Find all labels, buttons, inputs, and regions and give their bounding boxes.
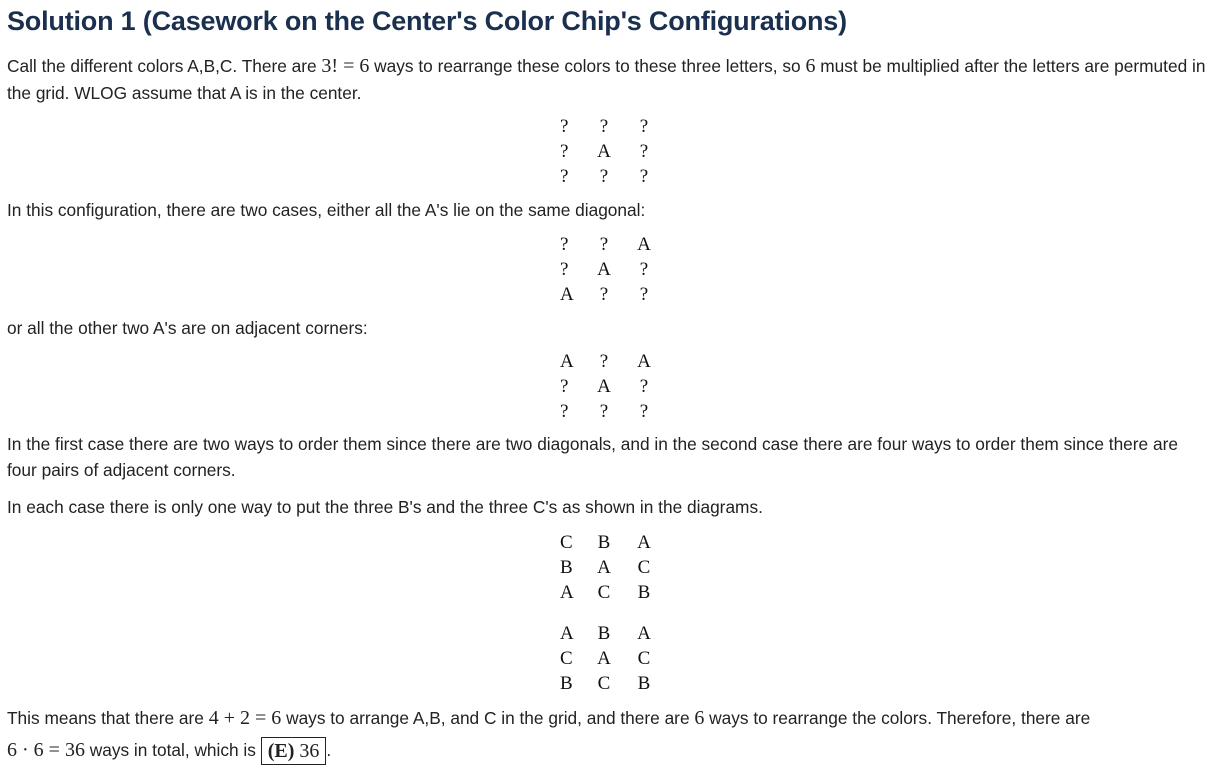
grid-row	[560, 580, 672, 605]
grid-row	[560, 530, 672, 555]
math-sum: 4 + 2 = 6	[208, 707, 282, 729]
grid-row	[560, 555, 672, 580]
grid-cell: B	[597, 532, 611, 553]
grid-solution-adjacent	[560, 621, 672, 696]
math-six-colors: 6	[694, 707, 705, 729]
grid-row	[560, 257, 672, 282]
intro-text-2: ways to rearrange these colors to these three letters, so	[369, 56, 806, 76]
grid-cell: A	[560, 582, 574, 603]
grid-center-a	[560, 114, 672, 189]
grid-row	[560, 114, 672, 139]
grid-cell: ?	[599, 351, 609, 372]
grid-cell: C	[560, 532, 573, 553]
grid-cell: A	[597, 557, 611, 578]
answer-box	[261, 737, 327, 765]
cases-paragraph: In this configuration, there are two cases, either all the A's lie on the same diagonal:	[7, 200, 646, 220]
grid-cell: C	[597, 673, 611, 694]
grid-cell: ?	[599, 284, 609, 305]
conclusion-paragraph	[7, 702, 1212, 766]
grid-cell: ?	[599, 166, 609, 187]
grid-cell: A	[597, 376, 611, 397]
grid-cell: A	[560, 284, 574, 305]
answer-letter: (E)	[267, 740, 295, 763]
solution-heading: Solution 1 (Casework on the Center's Color Chip's Configurations)	[7, 6, 847, 36]
conclusion-text-3: ways to rearrange the colors. Therefore, there are	[704, 708, 1091, 728]
grid-cell: A	[637, 351, 651, 372]
grid-cell: C	[637, 557, 651, 578]
grid-cell: ?	[560, 259, 569, 280]
grid-cell: B	[560, 673, 573, 694]
grid-cell: ?	[599, 116, 609, 137]
grid-cell: A	[597, 648, 611, 669]
grid-row	[560, 399, 672, 424]
grid-row	[560, 164, 672, 189]
grid-cell: A	[597, 141, 611, 162]
grid-cell: C	[597, 582, 611, 603]
grid-adjacent-case	[560, 349, 672, 424]
grid-cell: ?	[560, 376, 569, 397]
ordering-paragraph: In the first case there are two ways to order them since there are two diagonals, and in the second case there are four ways to order them since there are four pairs of adjacent corners.	[7, 434, 1178, 480]
conclusion-text-1: This means that there are	[7, 708, 209, 728]
grid-cell: ?	[560, 166, 569, 187]
grid-row	[560, 139, 672, 164]
grid-cell: ?	[560, 234, 569, 255]
grid-cell: ?	[639, 166, 649, 187]
grid-cell: ?	[639, 401, 649, 422]
grid-cell: ?	[560, 141, 569, 162]
grid-cell: B	[597, 623, 611, 644]
grid-row	[560, 621, 672, 646]
grid-cell: B	[560, 557, 573, 578]
grid-cell: B	[637, 582, 651, 603]
grid-cell: ?	[639, 141, 649, 162]
grid-row	[560, 232, 672, 257]
grid-cell: A	[637, 623, 651, 644]
answer-value: 36	[299, 740, 320, 763]
grid-diagonal-case	[560, 232, 672, 307]
grid-row	[560, 671, 672, 696]
intro-paragraph	[7, 53, 1212, 107]
grid-cell: ?	[599, 234, 609, 255]
grid-cell: ?	[639, 376, 649, 397]
grid-cell: A	[637, 532, 651, 553]
grid-cell: A	[560, 623, 574, 644]
grid-row	[560, 349, 672, 374]
grid-cell: ?	[639, 116, 649, 137]
conclusion-period: .	[326, 740, 332, 760]
grid-cell: ?	[560, 401, 569, 422]
grid-cell: ?	[639, 259, 649, 280]
grid-row	[560, 646, 672, 671]
conclusion-text-2: ways to arrange A,B, and C in the grid, and there are	[281, 708, 695, 728]
intro-text-1: Call the different colors A,B,C. There are	[7, 56, 322, 76]
grid-cell: C	[560, 648, 573, 669]
adjacent-paragraph: or all the other two A's are on adjacent corners:	[7, 318, 368, 338]
grid-cell: ?	[639, 284, 649, 305]
grid-cell: ?	[560, 116, 569, 137]
conclusion-text-4: ways in total, which is	[84, 740, 261, 760]
math-six: 6	[805, 55, 816, 77]
grid-cell: A	[560, 351, 574, 372]
grid-cell: C	[637, 648, 651, 669]
grid-row	[560, 374, 672, 399]
grid-cell: B	[637, 673, 651, 694]
grid-solution-diagonal	[560, 530, 672, 605]
placement-paragraph: In each case there is only one way to put the three B's and the three C's as shown in the diagrams.	[7, 497, 763, 517]
intro-text-3: must be multiplied after the letters are permuted in the grid. WLOG assume that A is in the center.	[7, 56, 1206, 103]
math-factorial: 3! = 6	[321, 55, 370, 77]
grid-cell: ?	[599, 401, 609, 422]
grid-cell: A	[597, 259, 611, 280]
math-product: 6 · 6 = 36	[7, 739, 85, 761]
grid-cell: A	[637, 234, 651, 255]
grid-row	[560, 282, 672, 307]
